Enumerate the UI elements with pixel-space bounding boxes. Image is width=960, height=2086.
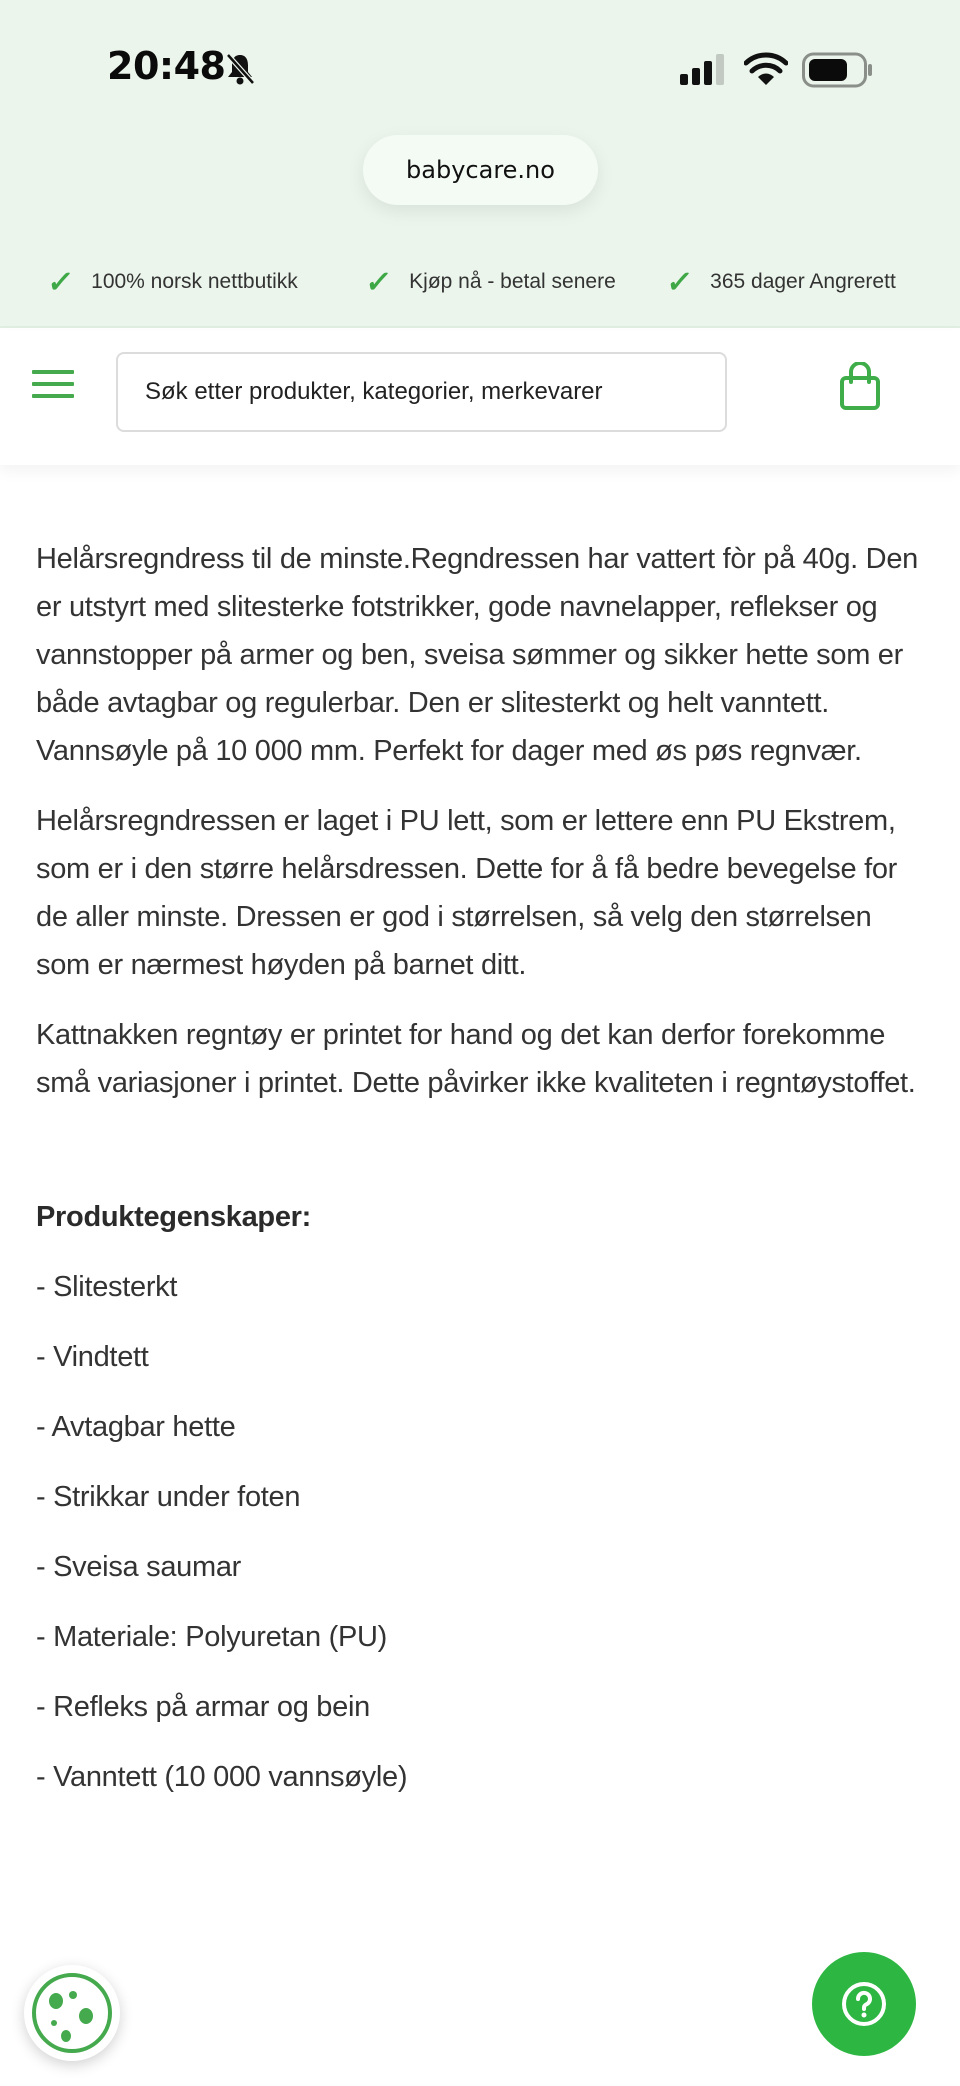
feature-item: - Materiale: Polyuretan (PU) xyxy=(36,1621,387,1653)
usp-label: 365 dager Angrerett xyxy=(710,270,896,293)
check-icon: ✓ xyxy=(363,265,394,299)
features-heading: Produktegenskaper: xyxy=(36,1201,312,1233)
usp-bar xyxy=(0,262,960,302)
feature-item: - Sveisa saumar xyxy=(36,1551,242,1583)
description-paragraph: Helårsregndress til de minste.Regndressen har vattert fòr på 40g. Den er utstyrt med slitesterke fotstrikker, gode navnelapper, reflekser og vannstopper på armer og ben, sveisa sømmer og sikker hette som er både avtagbar og regulerbar. Den er slitesterkt og helt vanntett. Vannsøyle på 10 000 mm. Perfekt for dager med øs pøs regnvær. xyxy=(36,543,918,767)
description-paragraph: Helårsregndressen er laget i PU lett, som er lettere enn PU Ekstrem, som er i den større helårsdressen. Dette for å få bedre bevegelse for de aller minste. Dressen er god i størrelsen, så velg den størrelsen som er nærmest høyden på barnet ditt. xyxy=(36,805,898,981)
cookie-settings-button[interactable] xyxy=(24,1965,120,2061)
battery-icon xyxy=(802,52,874,88)
usp-label: 100% norsk nettbutikk xyxy=(91,270,298,293)
description-paragraph: Kattnakken regntøy er printet for hand og det kan derfor forekomme små variasjoner i printet. Dette påvirker ikke kvaliteten i regntøystoffet. xyxy=(36,1019,916,1099)
question-circle-icon xyxy=(840,1980,888,2028)
wifi-icon xyxy=(744,52,788,86)
shopping-bag-icon[interactable] xyxy=(838,362,882,410)
feature-item: - Refleks på armar og bein xyxy=(36,1691,370,1723)
help-button[interactable] xyxy=(812,1952,916,2056)
feature-item: - Slitesterkt xyxy=(36,1271,178,1303)
feature-item: - Strikkar under foten xyxy=(36,1481,301,1513)
hamburger-icon[interactable] xyxy=(32,370,74,400)
feature-item: - Vanntett (10 000 vannsøyle) xyxy=(36,1761,408,1793)
site-header xyxy=(0,330,960,465)
url-bar[interactable]: babycare.no xyxy=(363,135,598,205)
cookie-icon xyxy=(30,1971,114,2055)
usp-label: Kjøp nå - betal senere xyxy=(409,270,616,293)
status-time: 20:48 xyxy=(107,44,226,88)
features-list xyxy=(36,1263,926,1823)
usp-item xyxy=(45,262,298,302)
cellular-signal-icon xyxy=(680,54,728,86)
search-input[interactable] xyxy=(116,352,727,432)
check-icon: ✓ xyxy=(664,265,695,299)
top-band xyxy=(0,0,960,328)
feature-item: - Avtagbar hette xyxy=(36,1411,236,1443)
usp-item xyxy=(363,262,616,302)
usp-item xyxy=(664,262,896,302)
product-description xyxy=(36,535,926,1823)
feature-item: - Vindtett xyxy=(36,1341,149,1373)
check-icon: ✓ xyxy=(45,265,76,299)
bell-slash-icon xyxy=(225,52,255,86)
